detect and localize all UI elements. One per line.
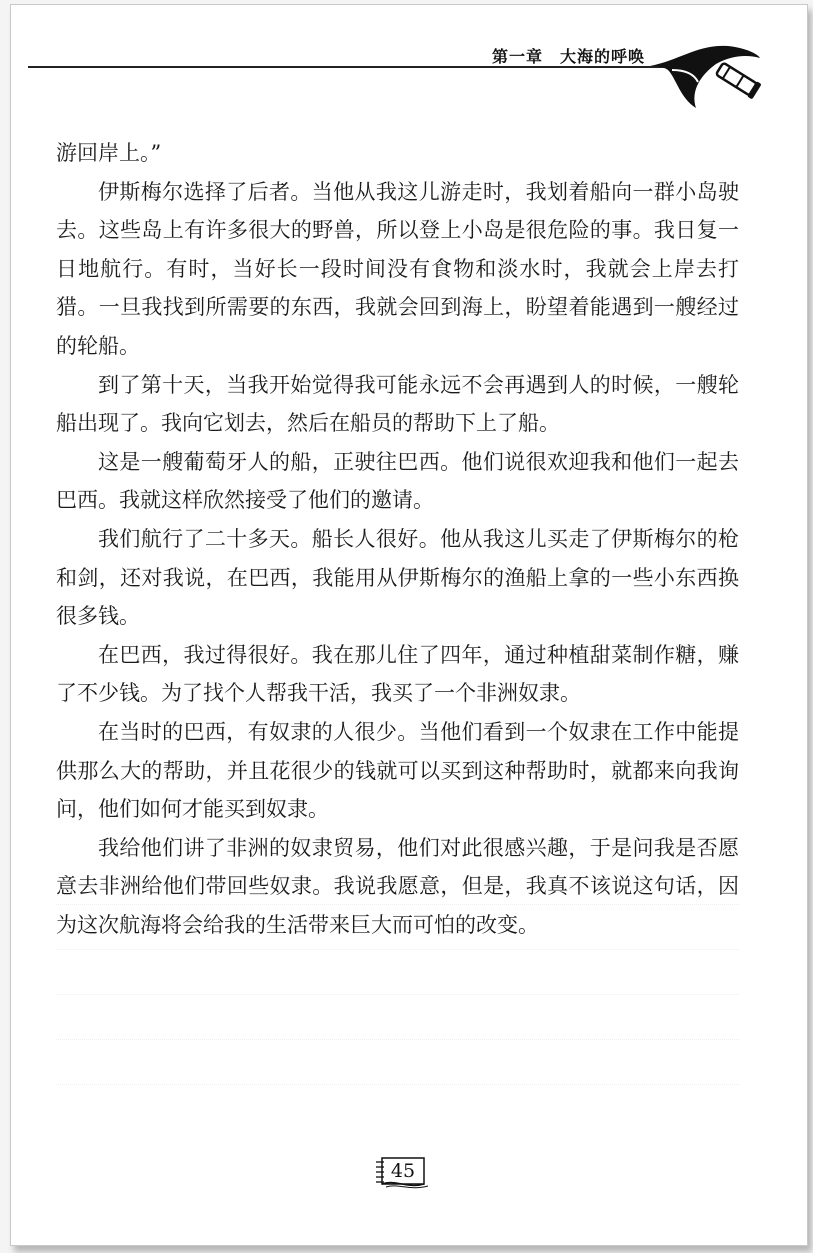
paragraph: 我给他们讲了非洲的奴隶贸易，他们对此很感兴趣，于是问我是否愿意去非洲给他们带回些奴隶。我说我愿意，但是，我真不该说这句话，因为这次航海将会给我的生活带来巨大而可怕的改变。 [56, 835, 739, 937]
paragraph: 这是一艘葡萄牙人的船，正驶往巴西。他们说很欢迎我和他们一起去巴西。我就这样欣然接受了他们的邀请。 [56, 449, 739, 513]
paragraph: 在当时的巴西，有奴隶的人很少。当他们看到一个奴隶在工作中能提供那么大的帮助，并且花很少的钱就可以买到这种帮助时，就都来向我询问，他们如何才能买到奴隶。 [56, 719, 739, 822]
paragraph: 伊斯梅尔选择了后者。当他从我这儿游走时，我划着船向一群小岛驶去。这些岛上有许多很大的野兽，所以登上小岛是很危险的事。我日复一日地航行。有时，当好长一段时间没有食物和淡水时，我就会上岸去打猎。一旦我找到所需要的东西，我就会回到海上，盼望着能遇到一艘经过的轮船。 [56, 179, 739, 358]
body-text [56, 134, 739, 944]
paragraph: 游回岸上。” [56, 141, 162, 165]
telescope-icon [650, 34, 770, 116]
paragraph: 在巴西，我过得很好。我在那儿住了四年，通过种植甜菜制作糖，赚了不少钱。为了找个人帮我干活，我买了一个非洲奴隶。 [56, 642, 739, 706]
paragraph: 我们航行了二十多天。船长人很好。他从我这儿买走了伊斯梅尔的枪和剑，还对我说，在巴西，我能用从伊斯梅尔的渔船上拿的一些小东西换很多钱。 [56, 526, 739, 629]
paragraph: 到了第十天，当我开始觉得我可能永远不会再遇到人的时候，一艘轮船出现了。我向它划去，然后在船员的帮助下上了船。 [56, 372, 739, 436]
page-number: 45 [390, 1160, 416, 1182]
chapter-title: 第一章 大海的呼唤 [492, 47, 646, 66]
